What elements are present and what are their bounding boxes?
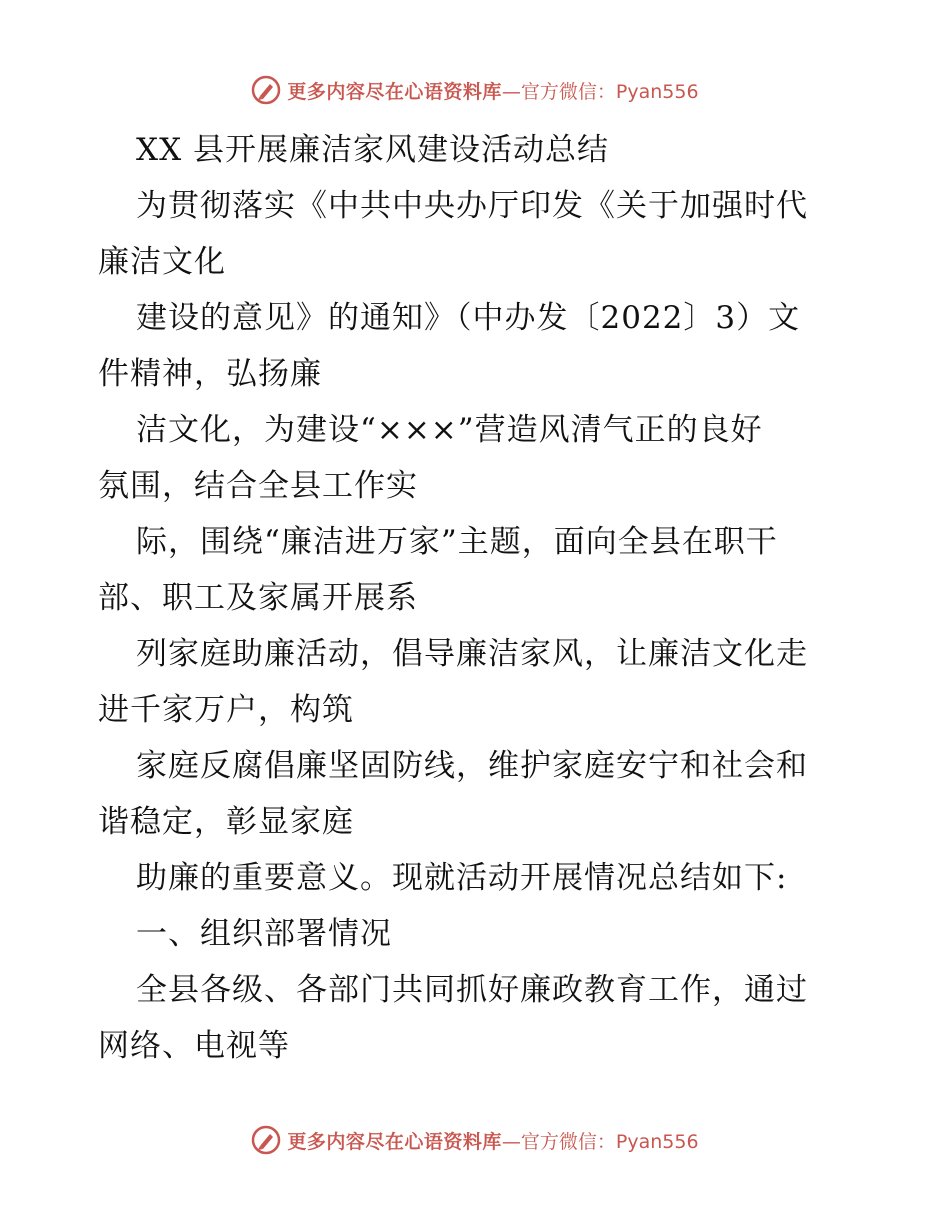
header-banner-main: 更多内容尽在心语资料库 (287, 80, 502, 103)
footer-banner (0, 1120, 950, 1160)
paragraph-line: 建设的意见》的通知》（中办发〔2022〕3）文 (136, 300, 801, 336)
paragraph-line: 件精神，弘扬廉 (98, 356, 322, 392)
paragraph-line: 洁文化，为建设“×××”营造风清气正的良好 (136, 412, 763, 448)
paragraph-line: 助廉的重要意义。现就活动开展情况总结如下: (136, 860, 788, 896)
paragraph-line: 家庭反腐倡廉坚固防线，维护家庭安宁和社会和 (136, 748, 808, 784)
paragraph-line: 列家庭助廉活动，倡导廉洁家风，让廉洁文化走 (136, 636, 808, 672)
header-banner (0, 70, 950, 110)
pen-logo-icon (251, 75, 281, 105)
paragraph-line: 进千家万户，构筑 (98, 692, 354, 728)
paragraph-line: 廉洁文化 (98, 244, 226, 280)
paragraph-line: 部、职工及家属开展系 (98, 580, 418, 616)
footer-banner-sub: —官方微信：Pyan556 (501, 1130, 699, 1153)
section-heading: 一、组织部署情况 (136, 916, 392, 952)
paragraph-line: 网络、电视等 (98, 1028, 290, 1064)
document-body (98, 122, 858, 1074)
pen-logo-icon (251, 1125, 281, 1155)
paragraph-line: 际，围绕“廉洁进万家”主题，面向全县在职干 (136, 524, 778, 560)
paragraph-line: 谐稳定，彰显家庭 (98, 804, 354, 840)
document-title: XX 县开展廉洁家风建设活动总结 (136, 132, 609, 168)
paragraph-line: 全县各级、各部门共同抓好廉政教育工作，通过 (136, 972, 808, 1008)
paragraph-line: 为贯彻落实《中共中央办厅印发《关于加强时代 (136, 188, 808, 224)
paragraph-line: 氛围，结合全县工作实 (98, 468, 418, 504)
footer-banner-main: 更多内容尽在心语资料库 (287, 1130, 502, 1153)
header-banner-sub: —官方微信：Pyan556 (501, 80, 699, 103)
